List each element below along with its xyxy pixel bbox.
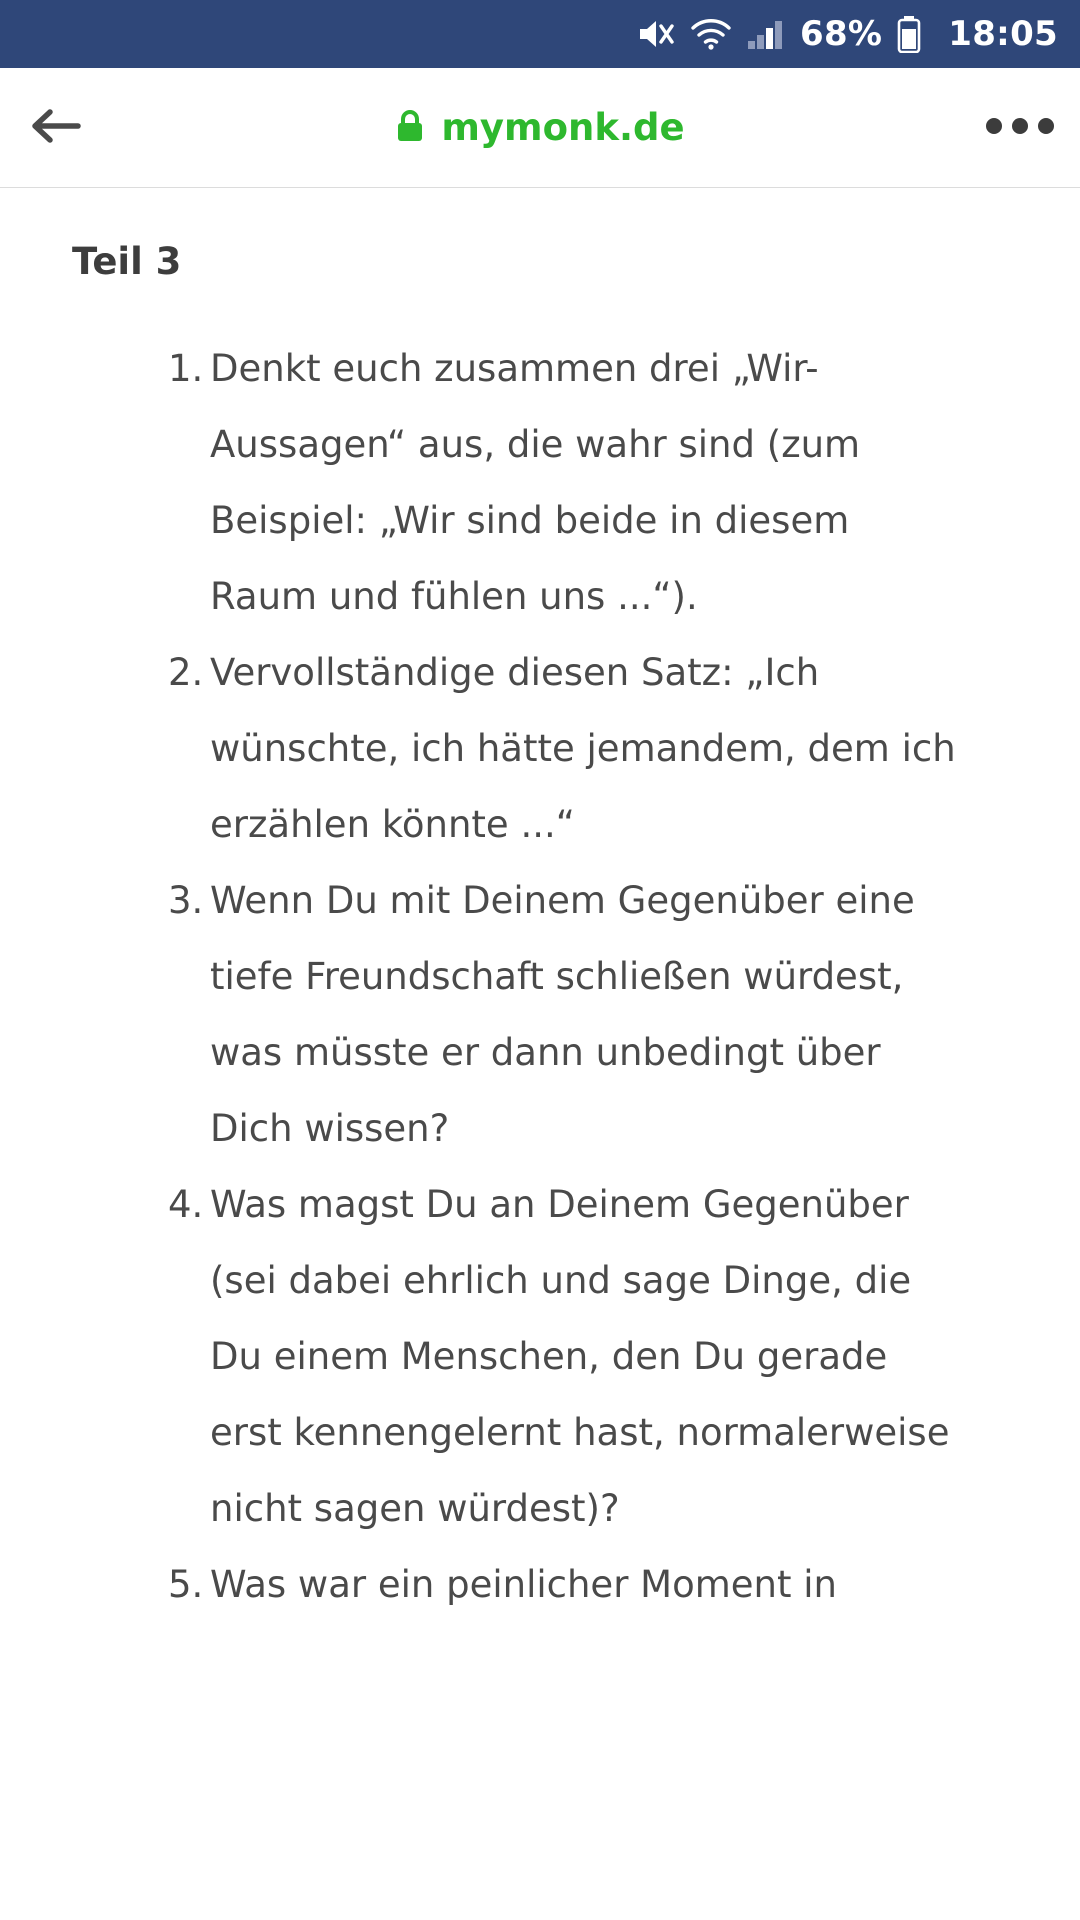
status-bar-icons xyxy=(636,14,1058,54)
list-item: Was magst Du an Deinem Gegenüber (sei dabei ehrlich und sage Dinge, die Du einem Menschen, den Du gerade erst kennengelernt hast, normalerweise nicht sagen würdest)? xyxy=(210,1183,950,1530)
signal-icon xyxy=(746,17,782,51)
wifi-icon xyxy=(690,17,732,51)
more-options-icon xyxy=(981,118,1059,138)
status-bar xyxy=(0,0,1080,68)
back-arrow-icon xyxy=(28,105,82,151)
page-content xyxy=(0,240,1080,1623)
url-text: mymonk.de xyxy=(441,106,685,149)
battery-icon xyxy=(896,15,922,53)
browser-toolbar xyxy=(0,68,1080,188)
url-bar[interactable] xyxy=(0,68,1080,187)
more-options-button[interactable] xyxy=(960,68,1080,187)
status-bar-clock: 18:05 xyxy=(948,14,1058,54)
battery-percentage: 68% xyxy=(799,14,883,54)
list-item: Denkt euch zusammen drei „Wir-Aussagen“ aus, die wahr sind (zum Beispiel: „Wir sind beide in diesem Raum und fühlen uns ...“). xyxy=(210,347,861,618)
list-item: Was war ein peinlicher Moment in xyxy=(210,1563,837,1606)
lock-icon xyxy=(395,108,425,148)
steps-list xyxy=(40,331,1040,1623)
mute-icon xyxy=(636,17,676,51)
back-button[interactable] xyxy=(0,68,110,187)
list-item: Wenn Du mit Deinem Gegenüber eine tiefe Freundschaft schließen würdest, was müsste er dann unbedingt über Dich wissen? xyxy=(210,879,915,1150)
page-title: Teil 3 xyxy=(72,240,182,283)
list-item: Vervollständige diesen Satz: „Ich wünschte, ich hätte jemandem, dem ich erzählen könnte ...“ xyxy=(210,651,956,846)
